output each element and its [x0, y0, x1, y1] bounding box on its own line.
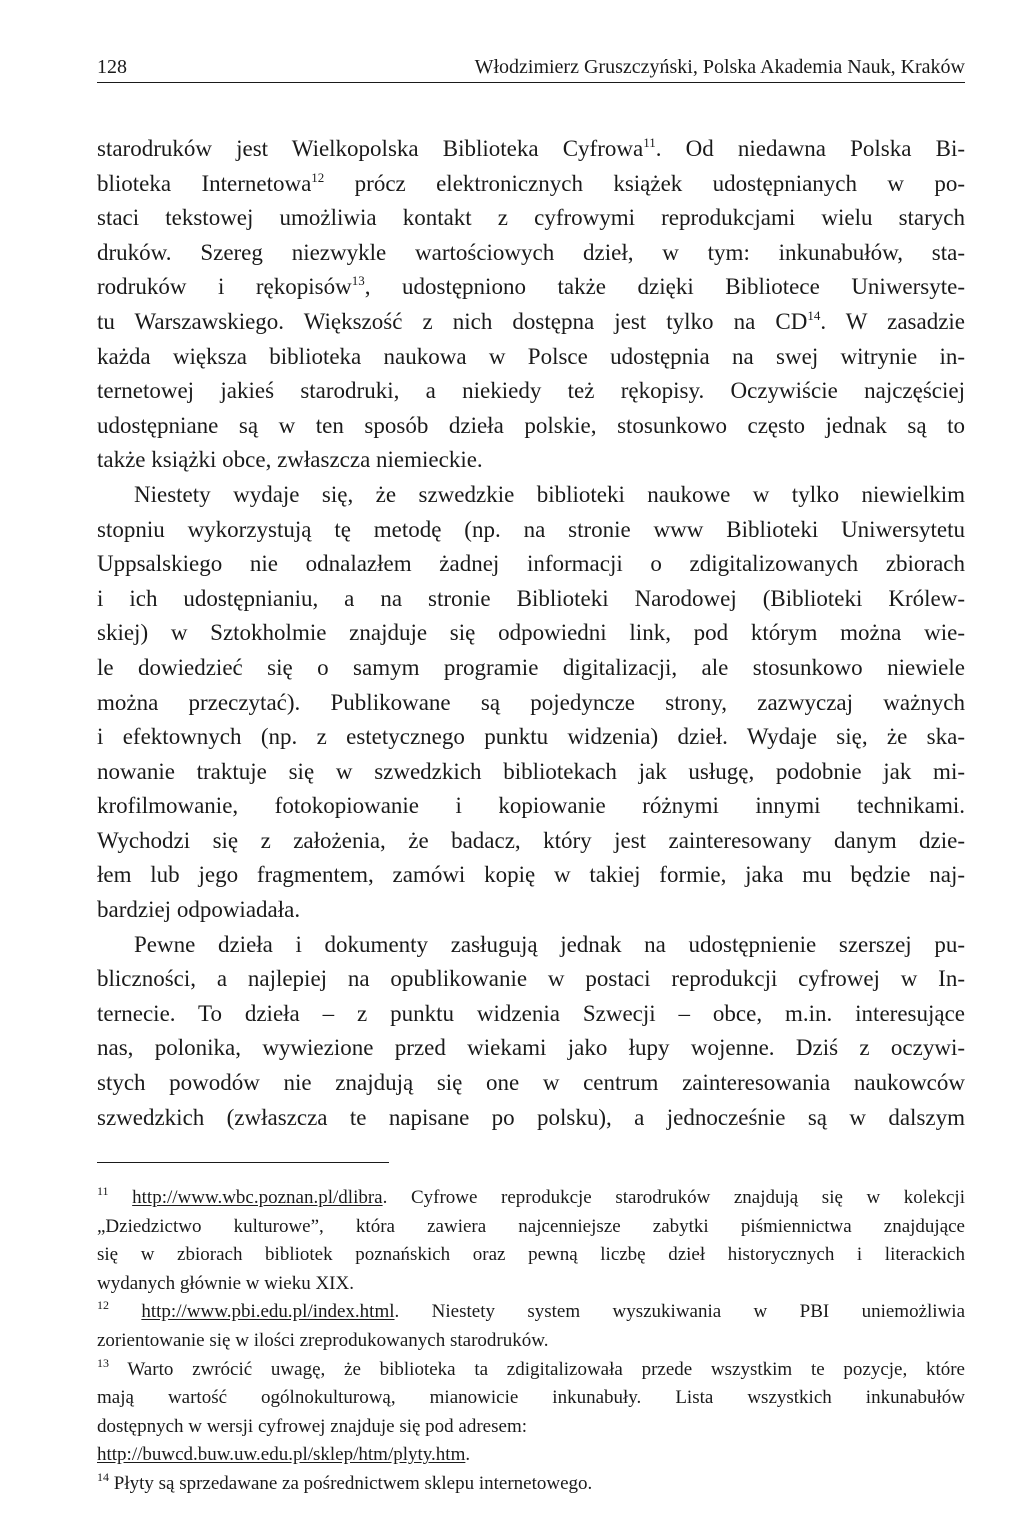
footnote-line: http://buwcd.buw.uw.edu.pl/sklep/htm/plyty.htm. — [97, 1444, 471, 1466]
paragraph — [97, 132, 965, 478]
footnote-line: $^{11}$ http://www.wbc.poznan.pl/dlibra. Cyfrowe reprodukcje starodruków znajdują się w kolekcji — [97, 1184, 965, 1208]
text-line: Wychodzi się z założenia, że badacz, który jest zainteresowany danym dzie- — [97, 827, 965, 853]
running-header — [97, 54, 965, 83]
footnote-marker: 14 — [97, 1469, 109, 1484]
footnote-line: wydanych głównie w wieku XIX. — [97, 1272, 354, 1294]
footnote-link[interactable]: http://buwcd.buw.uw.edu.pl/sklep/htm/plyty.htm — [97, 1444, 466, 1466]
text-line: bliczności, a najlepiej na opublikowanie w postaci reprodukcji cyfrowej w In- — [97, 966, 965, 992]
footnote-marker: 13 — [351, 273, 365, 289]
text-line: le dowiedzieć się o samym programie digitalizacji, ale stosunkowo niewiele — [97, 654, 965, 680]
text-line: także książki obce, zwłaszcza niemieckie. — [97, 447, 483, 473]
footnote — [97, 1356, 965, 1470]
text-line: można przeczytać). Publikowane są pojedyncze strony, zazwyczaj ważnych — [97, 689, 965, 715]
footnote — [97, 1184, 965, 1298]
text-line: bardziej odpowiadała. — [97, 897, 301, 923]
footnote-marker: 12 — [97, 1298, 109, 1313]
text-line: łem lub jego fragmentem, zamówi kopię w takiej formie, jaka mu będzie naj- — [97, 862, 965, 888]
footnote-marker: 14 — [807, 307, 821, 323]
footnotes — [97, 1184, 965, 1499]
text-line: udostępniane są w ten sposób dzieła polskie, stosunkowo często jednak są to — [97, 412, 965, 438]
text-line: Niestety wydaje się, że szwedzkie biblioteki naukowe w tylko niewielkim — [134, 481, 965, 507]
text-line: tu Warszawskiego. Większość z nich dostępna jest tylko na CD$^{14}$. W zasadzie — [97, 307, 965, 334]
running-title: Włodzimierz Gruszczyński, Polska Akademia Nauk, Kraków — [474, 56, 965, 78]
footnote-line: „Dziedzictwo kulturowe”, która zawiera najcenniejsze zabytki piśmiennictwa znajdujące — [97, 1215, 965, 1237]
text-line: starodruków jest Wielkopolska Biblioteka Cyfrowa$^{11}$. Od niedawna Polska Bi- — [97, 135, 965, 161]
footnote-line: $^{14}$ Płyty są sprzedawane za pośrednictwem sklepu internetowego. — [97, 1469, 593, 1494]
text-line: ternecie. To dzieła – z punktu widzenia Szwecji – obce, m.in. interesujące — [97, 1000, 965, 1026]
footnote-separator — [97, 1162, 389, 1163]
text-line: nowanie traktuje się w szwedzkich bibliotekach jak usługę, podobnie jak mi- — [97, 758, 965, 784]
text-line: krofilmowanie, fotokopiowanie i kopiowanie różnymi innymi technikami. — [97, 793, 965, 819]
footnote-line: $^{12}$ http://www.pbi.edu.pl/index.html. Niestety system wyszukiwania w PBI uniemożliwia — [97, 1298, 965, 1323]
footnote — [97, 1470, 965, 1499]
text-line: Pewne dzieła i dokumenty zasługują jednak na udostępnienie szerszej pu- — [134, 931, 965, 957]
text-line: stopniu wykorzystują tę metodę (np. na stronie www Biblioteki Uniwersytetu — [97, 516, 965, 542]
footnote-marker: 11 — [643, 135, 656, 150]
text-line: każda większa biblioteka naukowa w Polsce udostępnia na swej witrynie in- — [97, 343, 965, 369]
text-line: druków. Szereg niezwykle wartościowych dzieł, w tym: inkunabułów, sta- — [97, 239, 965, 265]
footnote — [97, 1298, 965, 1355]
footnote-link[interactable]: http://www.wbc.poznan.pl/dlibra — [132, 1187, 383, 1208]
footnote-marker: 12 — [311, 169, 325, 185]
text-line: ternetowej jakieś starodruki, a niekiedy też rękopisy. Oczywiście najczęściej — [97, 378, 965, 404]
footnote-line: zorientowanie się w ilości zreprodukowanych starodruków. — [97, 1329, 549, 1351]
text-line: rodruków i rękopisów$^{13}$, udostępniono także dzięki Bibliotece Uniwersyte- — [97, 273, 965, 300]
text-line: Uppsalskiego nie odnalazłem żadnej informacji o zdigitalizowanych zbiorach — [97, 551, 965, 577]
text-line: i ich udostępnianiu, a na stronie Biblioteki Narodowej (Biblioteki Królew- — [97, 585, 965, 611]
text-line: szwedzkich (zwłaszcza te napisane po polsku), a jednocześnie są w dalszym — [97, 1104, 965, 1130]
paragraph — [97, 928, 965, 1136]
body-text — [97, 132, 965, 1135]
text-line: skiej) w Sztokholmie znajduje się odpowiedni link, pod którym można wie- — [97, 620, 965, 646]
footnote-marker: 13 — [97, 1355, 109, 1370]
page-number: 128 — [97, 56, 127, 78]
text-line: staci tekstowej umożliwia kontakt z cyfrowymi reprodukcjami wielu starych — [97, 205, 965, 231]
footnote-line: $^{13}$ Warto zwrócić uwagę, że biblioteka ta zdigitalizowała przede wszystkim te pozycje, które — [97, 1355, 965, 1380]
footnote-link[interactable]: http://www.pbi.edu.pl/index.html — [141, 1301, 395, 1323]
footnote-marker: 11 — [97, 1184, 109, 1198]
text-line: i efektownych (np. z estetycznego punktu widzenia) dzieł. Wydaje się, że ska- — [97, 724, 965, 750]
footnote-line: mają wartość ogólnokulturową, mianowicie inkunabuły. Lista wszystkich inkunabułów — [97, 1387, 965, 1409]
text-line: nas, polonika, wywiezione przed wiekami jako łupy wojenne. Dziś z oczywi- — [97, 1035, 965, 1061]
text-line: blioteka Internetowa$^{12}$ prócz elektronicznych książek udostępnianych w po- — [97, 169, 965, 196]
paragraph — [97, 478, 965, 928]
footnote-line: się w zbiorach bibliotek poznańskich oraz pewną liczbę dzieł historycznych i literackich — [97, 1244, 965, 1266]
footnote-line: dostępnych w wersji cyfrowej znajduje się pod adresem: — [97, 1415, 528, 1437]
text-line: stych powodów nie znajdują się one w centrum zainteresowania naukowców — [97, 1070, 965, 1096]
